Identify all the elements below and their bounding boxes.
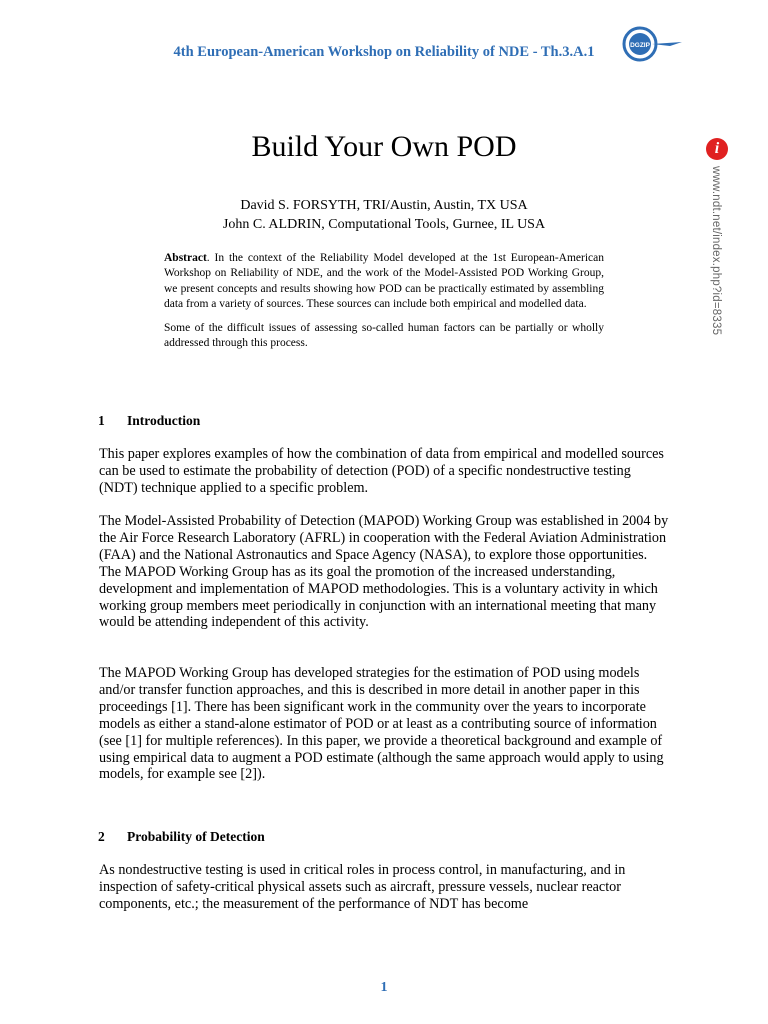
section-heading-introduction <box>98 413 200 429</box>
section-number: 1 <box>98 413 105 428</box>
workshop-header: 4th European-American Workshop on Reliability of NDE - Th.3.A.1 <box>173 44 595 60</box>
logo-text: DGZIP <box>630 42 650 49</box>
dgzip-logo <box>612 22 684 66</box>
section-heading-pod <box>98 829 265 845</box>
abstract-text-1: . In the context of the Reliability Model developed at the 1st European-American Workshop on Reliability of NDE, and the work of the Model-Assisted POD Working Group, we present concepts and results showing how POD can be practically estimated by assembling data from a variety of sources. These sources can include both empirical and modelled data. <box>164 252 604 311</box>
intro-paragraph-2: The Model-Assisted Probability of Detection (MAPOD) Working Group was established in 2004 by the Air Force Research Laboratory (AFRL) in cooperation with the Federal Aviation Administration (FAA) and the National Astronautics and Space Agency (NASA), to explore those opportunities. The MAPOD Working Group has as its goal the promotion of the increased understanding, development and implementation of MAPOD methodologies. This is a voluntary activity in which working group members meet periodically in conjunction with an international meeting that many would be attending independent of this activity. <box>99 513 669 631</box>
page-number: 1 <box>380 980 388 995</box>
abstract-paragraph-1 <box>164 251 604 313</box>
paper-title: Build Your Own POD <box>251 130 517 163</box>
info-icon[interactable]: i <box>706 138 728 160</box>
abstract-paragraph-2: Some of the difficult issues of assessing so-called human factors can be partially or wholly addressed through this process. <box>164 321 604 350</box>
section-title: Introduction <box>127 413 201 428</box>
author-2: John C. ALDRIN, Computational Tools, Gurnee, IL USA <box>222 217 546 232</box>
abstract-label: Abstract <box>164 252 207 264</box>
ndt-url-link[interactable]: www.ndt.net/index.php?id=8335 <box>710 166 722 336</box>
abstract <box>164 251 604 359</box>
intro-paragraph-1: This paper explores examples of how the combination of data from empirical and modelled sources can be used to estimate the probability of detection (POD) of a specific nondestructive testing (NDT) technique applied to a specific problem. <box>99 446 664 496</box>
intro-paragraph-3: The MAPOD Working Group has developed strategies for the estimation of POD using models and/or transfer function approaches, and this is described in more detail in another paper in this proceedings [1]. There has been significant work in the community over the years to incorporate models as either a stand-alone estimator of POD or at least as a contributing source of information (see [1] for multiple references). In this paper, we provide a theoretical background and example of using empirical data to augment a POD estimate (although the same approach would apply to using models, for example see [2]). <box>99 665 664 783</box>
pod-paragraph-1: As nondestructive testing is used in critical roles in process control, in manufacturing, and in inspection of safety-critical physical assets such as aircraft, pressure vessels, nuclear reactor components, etc.; the measurement of the performance of NDT has become <box>99 862 626 912</box>
section-number: 2 <box>98 829 105 844</box>
authors <box>0 196 768 234</box>
section-title: Probability of Detection <box>127 829 265 844</box>
author-1: David S. FORSYTH, TRI/Austin, Austin, TX USA <box>240 198 528 213</box>
